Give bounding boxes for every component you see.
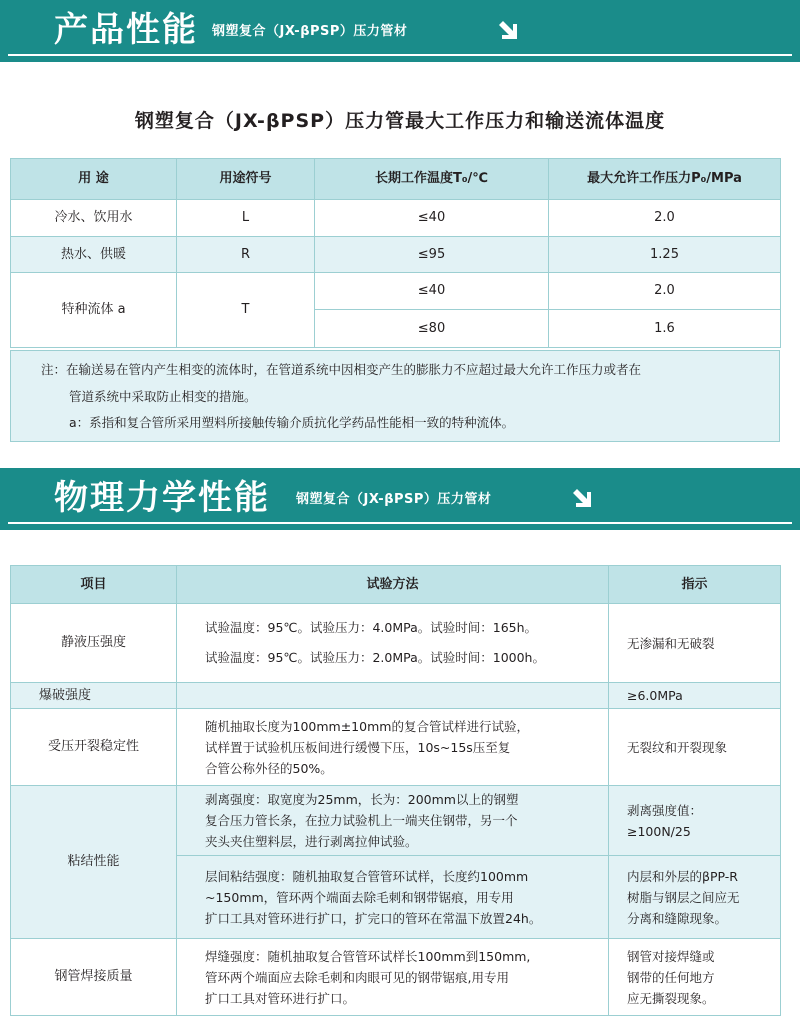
table-row bbox=[11, 273, 781, 310]
cell-symbol: T bbox=[177, 273, 315, 348]
cell-use: 热水、供暖 bbox=[11, 237, 177, 273]
method-line: 层间粘结强度：随机抽取复合管管环试样，长度约100mm bbox=[205, 868, 529, 884]
cell-item: 受压开裂稳定性 bbox=[11, 709, 177, 786]
method-line: 合管公称外径的50%。 bbox=[205, 760, 333, 776]
banner-stripe bbox=[8, 54, 792, 56]
cell-use: 特种流体 a bbox=[11, 273, 177, 348]
cell-method bbox=[177, 709, 609, 786]
cell-indicator bbox=[609, 856, 781, 939]
method-line: ~150mm，管环两个端面去除毛刺和钢带锯痕，用专用 bbox=[205, 889, 514, 905]
cell-symbol: R bbox=[177, 237, 315, 273]
table-row bbox=[11, 939, 781, 1016]
cell-item: 粘结性能 bbox=[11, 786, 177, 939]
method-line: 焊缝强度：随机抽取复合管管环试样长100mm到150mm, bbox=[205, 948, 531, 964]
col-header-indicator: 指示 bbox=[609, 566, 781, 604]
cell-pressure: 1.25 bbox=[549, 237, 781, 273]
method-line: 扩口工具对管环进行扩口。 bbox=[205, 990, 356, 1006]
banner-stripe bbox=[8, 522, 792, 524]
cell-method bbox=[177, 939, 609, 1016]
cell-method bbox=[177, 604, 609, 683]
table-row bbox=[11, 237, 781, 273]
section1-banner bbox=[0, 0, 800, 62]
method-line: 随机抽取长度为100mm±10mm的复合管试样进行试验， bbox=[205, 718, 529, 734]
method-line: 剥离强度：取宽度为25mm，长为：200mm以上的钢塑 bbox=[205, 792, 519, 807]
cell-temp: ≤40 bbox=[315, 273, 549, 310]
method-line: 管环两个端面应去除毛刺和肉眼可见的钢带锯痕,用专用 bbox=[205, 969, 509, 985]
col-header-item: 项目 bbox=[11, 566, 177, 604]
section2-title: 物理力学性能 bbox=[54, 478, 270, 518]
cell-temp: ≤95 bbox=[315, 237, 549, 273]
indicator-line: ≥100N/25 bbox=[627, 823, 691, 839]
col-header-temperature: 长期工作温度T₀/℃ bbox=[315, 159, 549, 200]
arrow-down-right-icon bbox=[570, 486, 594, 510]
indicator-line: 树脂与钢层之间应无 bbox=[627, 889, 740, 905]
indicator-line: 剥离强度值： bbox=[627, 802, 703, 818]
cell-method bbox=[177, 683, 609, 709]
table-row bbox=[11, 200, 781, 237]
col-header-pressure: 最大允许工作压力P₀/MPa bbox=[549, 159, 781, 200]
col-header-method: 试验方法 bbox=[177, 566, 609, 604]
indicator-line: 钢带的任何地方 bbox=[627, 969, 715, 985]
table1-title: 钢塑复合（JX-βPSP）压力管最大工作压力和输送流体温度 bbox=[134, 110, 666, 132]
table1-notes bbox=[10, 350, 780, 442]
cell-temp: ≤80 bbox=[315, 310, 549, 348]
section2-banner bbox=[0, 468, 800, 530]
table-row bbox=[11, 683, 781, 709]
section1-subtitle: 钢塑复合（JX-βPSP）压力管材 bbox=[212, 24, 408, 39]
indicator-line: 无裂纹和开裂现象 bbox=[627, 739, 728, 755]
method-line: 试验温度：95℃。试验压力：4.0MPa。试验时间：165h。 bbox=[205, 620, 538, 635]
indicator-line: ≥6.0MPa bbox=[627, 688, 683, 703]
table-row bbox=[11, 709, 781, 786]
method-line: 复合压力管长条，在拉力试验机上一端夹住钢带，另一个 bbox=[205, 813, 518, 828]
cell-item: 爆破强度 bbox=[11, 683, 177, 709]
section2-subtitle: 钢塑复合（JX-βPSP）压力管材 bbox=[296, 492, 492, 507]
col-header-use: 用 途 bbox=[11, 159, 177, 200]
cell-indicator bbox=[609, 683, 781, 709]
method-line: 夹头夹住塑料层，进行剥离拉伸试验。 bbox=[205, 834, 418, 849]
indicator-line: 内层和外层的βPP-R bbox=[627, 868, 738, 884]
table-row bbox=[11, 604, 781, 683]
method-line: 试样置于试验机压板间进行缓慢下压，10s~15s压至复 bbox=[205, 739, 511, 755]
note-line: 管道系统中采取防止相变的措施。 bbox=[69, 389, 257, 404]
method-line: 试验温度：95℃。试验压力：2.0MPa。试验时间：1000h。 bbox=[205, 650, 545, 665]
indicator-line: 应无撕裂现象。 bbox=[627, 990, 715, 1006]
cell-indicator bbox=[609, 939, 781, 1016]
cell-use: 冷水、饮用水 bbox=[11, 200, 177, 237]
arrow-down-right-icon bbox=[496, 18, 520, 42]
cell-item: 静液压强度 bbox=[11, 604, 177, 683]
cell-indicator bbox=[609, 786, 781, 856]
section1-title: 产品性能 bbox=[54, 10, 198, 50]
pressure-temperature-table bbox=[10, 158, 781, 348]
cell-indicator bbox=[609, 604, 781, 683]
indicator-line: 钢管对接焊缝或 bbox=[627, 948, 715, 964]
cell-indicator bbox=[609, 709, 781, 786]
physical-mechanical-table bbox=[10, 565, 781, 1016]
cell-method bbox=[177, 856, 609, 939]
table-row bbox=[11, 786, 781, 856]
col-header-symbol: 用途符号 bbox=[177, 159, 315, 200]
cell-temp: ≤40 bbox=[315, 200, 549, 237]
note-line: a：系指和复合管所采用塑料所接触传输介质抗化学药品性能相一致的特种流体。 bbox=[69, 415, 515, 430]
method-line: 扩口工具对管环进行扩口，扩完口的管环在常温下放置24h。 bbox=[205, 910, 542, 926]
cell-item: 钢管焊接质量 bbox=[11, 939, 177, 1016]
cell-pressure: 2.0 bbox=[549, 200, 781, 237]
cell-pressure: 1.6 bbox=[549, 310, 781, 348]
cell-method bbox=[177, 786, 609, 856]
cell-pressure: 2.0 bbox=[549, 273, 781, 310]
cell-symbol: L bbox=[177, 200, 315, 237]
note-line: 注：在输送易在管内产生相变的流体时，在管道系统中因相变产生的膨胀力不应超过最大允许工作压力或者在 bbox=[41, 362, 642, 377]
indicator-line: 分离和缝隙现象。 bbox=[627, 910, 728, 926]
indicator-line: 无渗漏和无破裂 bbox=[627, 635, 715, 651]
